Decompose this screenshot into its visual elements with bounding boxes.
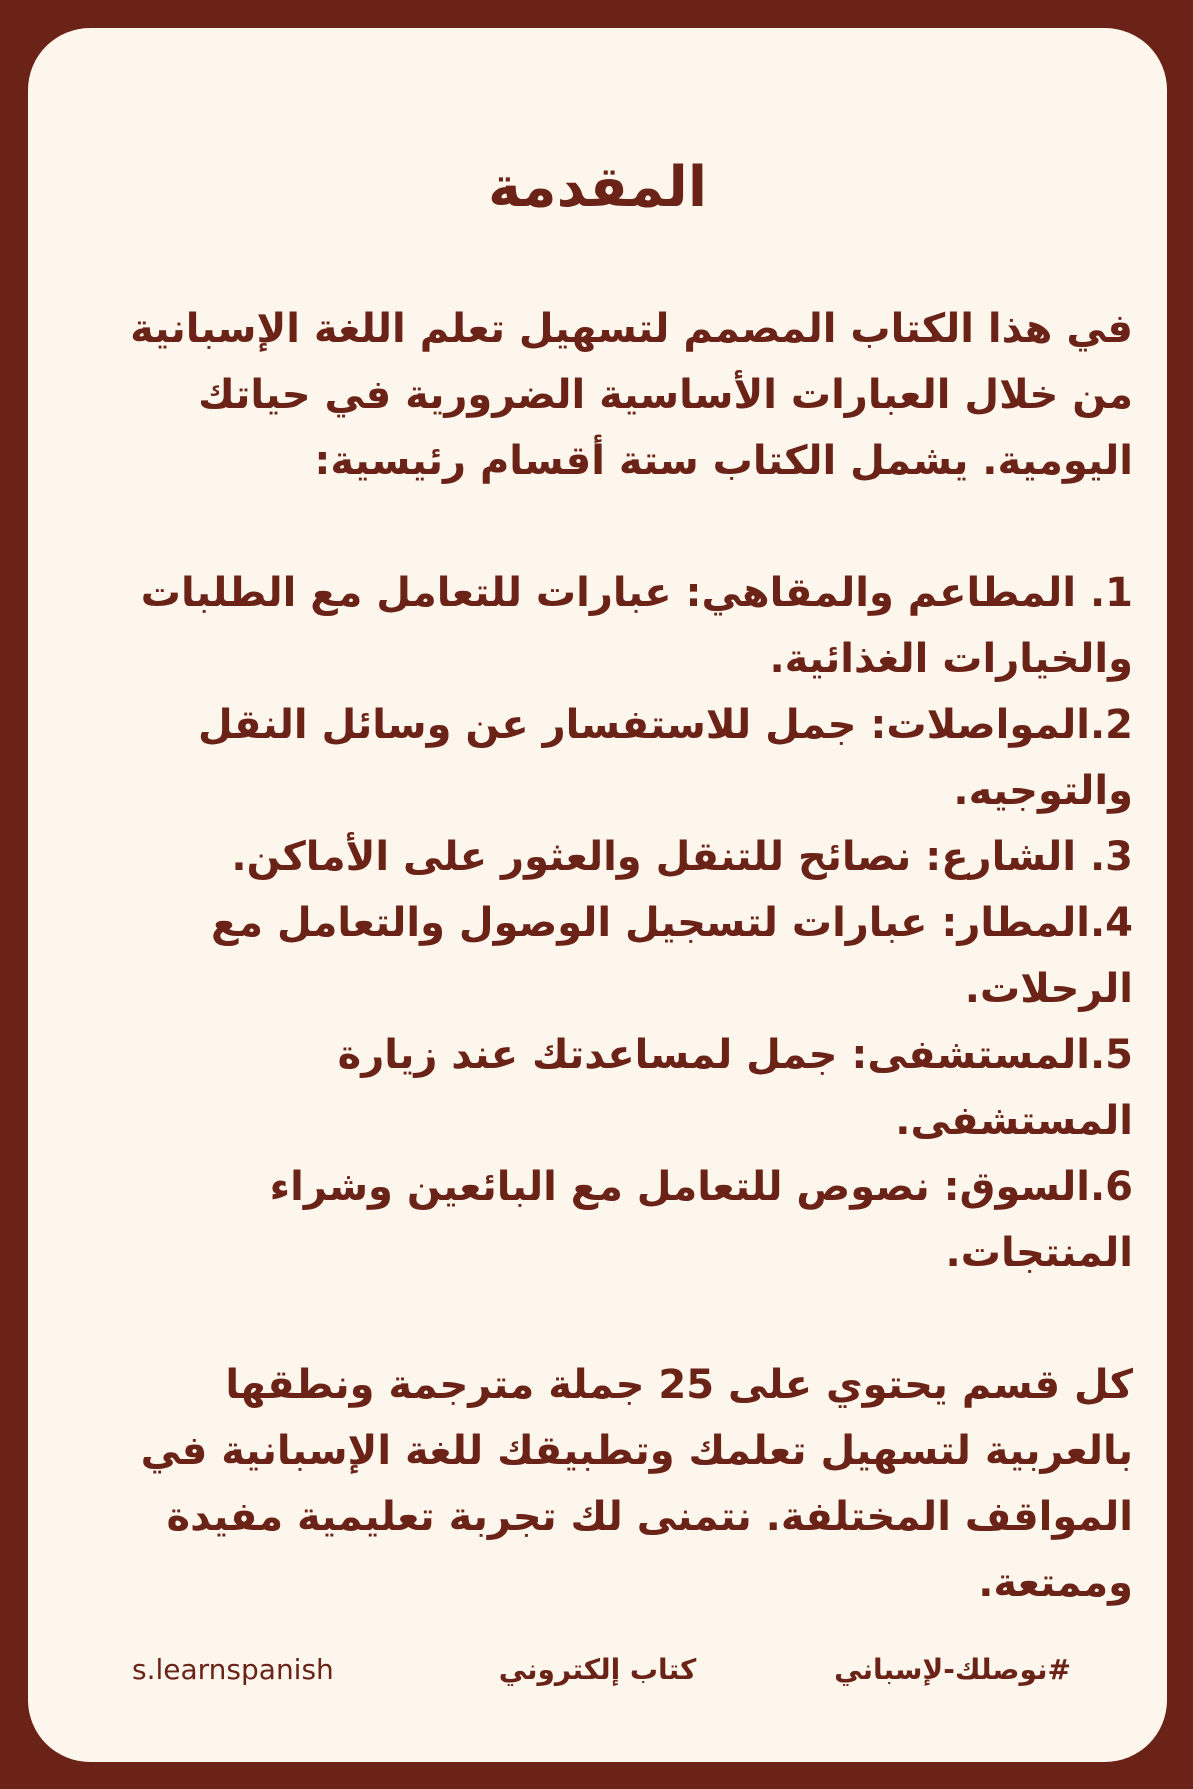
body-text (98, 296, 1133, 1616)
hashtag-label: #نوصلك-لإسباني (834, 1653, 1071, 1686)
paragraph-gap (98, 1286, 1133, 1352)
section-item-hospital: 5.المستشفى: جمل لمساعدتك عند زيارة المستشفى. (337, 1032, 1133, 1144)
footer (28, 1648, 1167, 1692)
section-item-restaurants: 1. المطاعم والمقاهي: عبارات للتعامل مع الطلبات والخيارات الغذائية. (140, 570, 1133, 682)
brand-handle: s.learnspanish (132, 1653, 334, 1686)
closing-paragraph: كل قسم يحتوي على 25 جملة مترجمة ونطقها بالعربية لتسهيل تعلمك وتطبيقك للغة الإسبانية في المواقف المختلفة. نتمنى لك تجربة تعليمية مفيدة وممتعة. (140, 1362, 1133, 1606)
intro-paragraph: في هذا الكتاب المصمم لتسهيل تعلم اللغة الإسبانية من خلال العبارات الأساسية الضرورية في حياتك اليومية. يشمل الكتاب ستة أقسام رئيسية: (130, 306, 1133, 484)
page-title: المقدمة (487, 155, 708, 220)
ebook-label: كتاب إلكتروني (498, 1653, 697, 1686)
section-item-transport: 2.المواصلات: جمل للاستفسار عن وسائل النقل والتوجيه. (198, 702, 1133, 814)
section-item-airport: 4.المطار: عبارات لتسجيل الوصول والتعامل مع الرحلات. (210, 900, 1133, 1012)
sections-list (98, 560, 1133, 1286)
paragraph-gap (98, 494, 1133, 560)
section-item-street: 3. الشارع: نصائح للتنقل والعثور على الأماكن. (231, 834, 1133, 880)
section-item-market: 6.السوق: نصوص للتعامل مع البائعين وشراء المنتجات. (269, 1164, 1133, 1276)
page-card (28, 28, 1167, 1762)
